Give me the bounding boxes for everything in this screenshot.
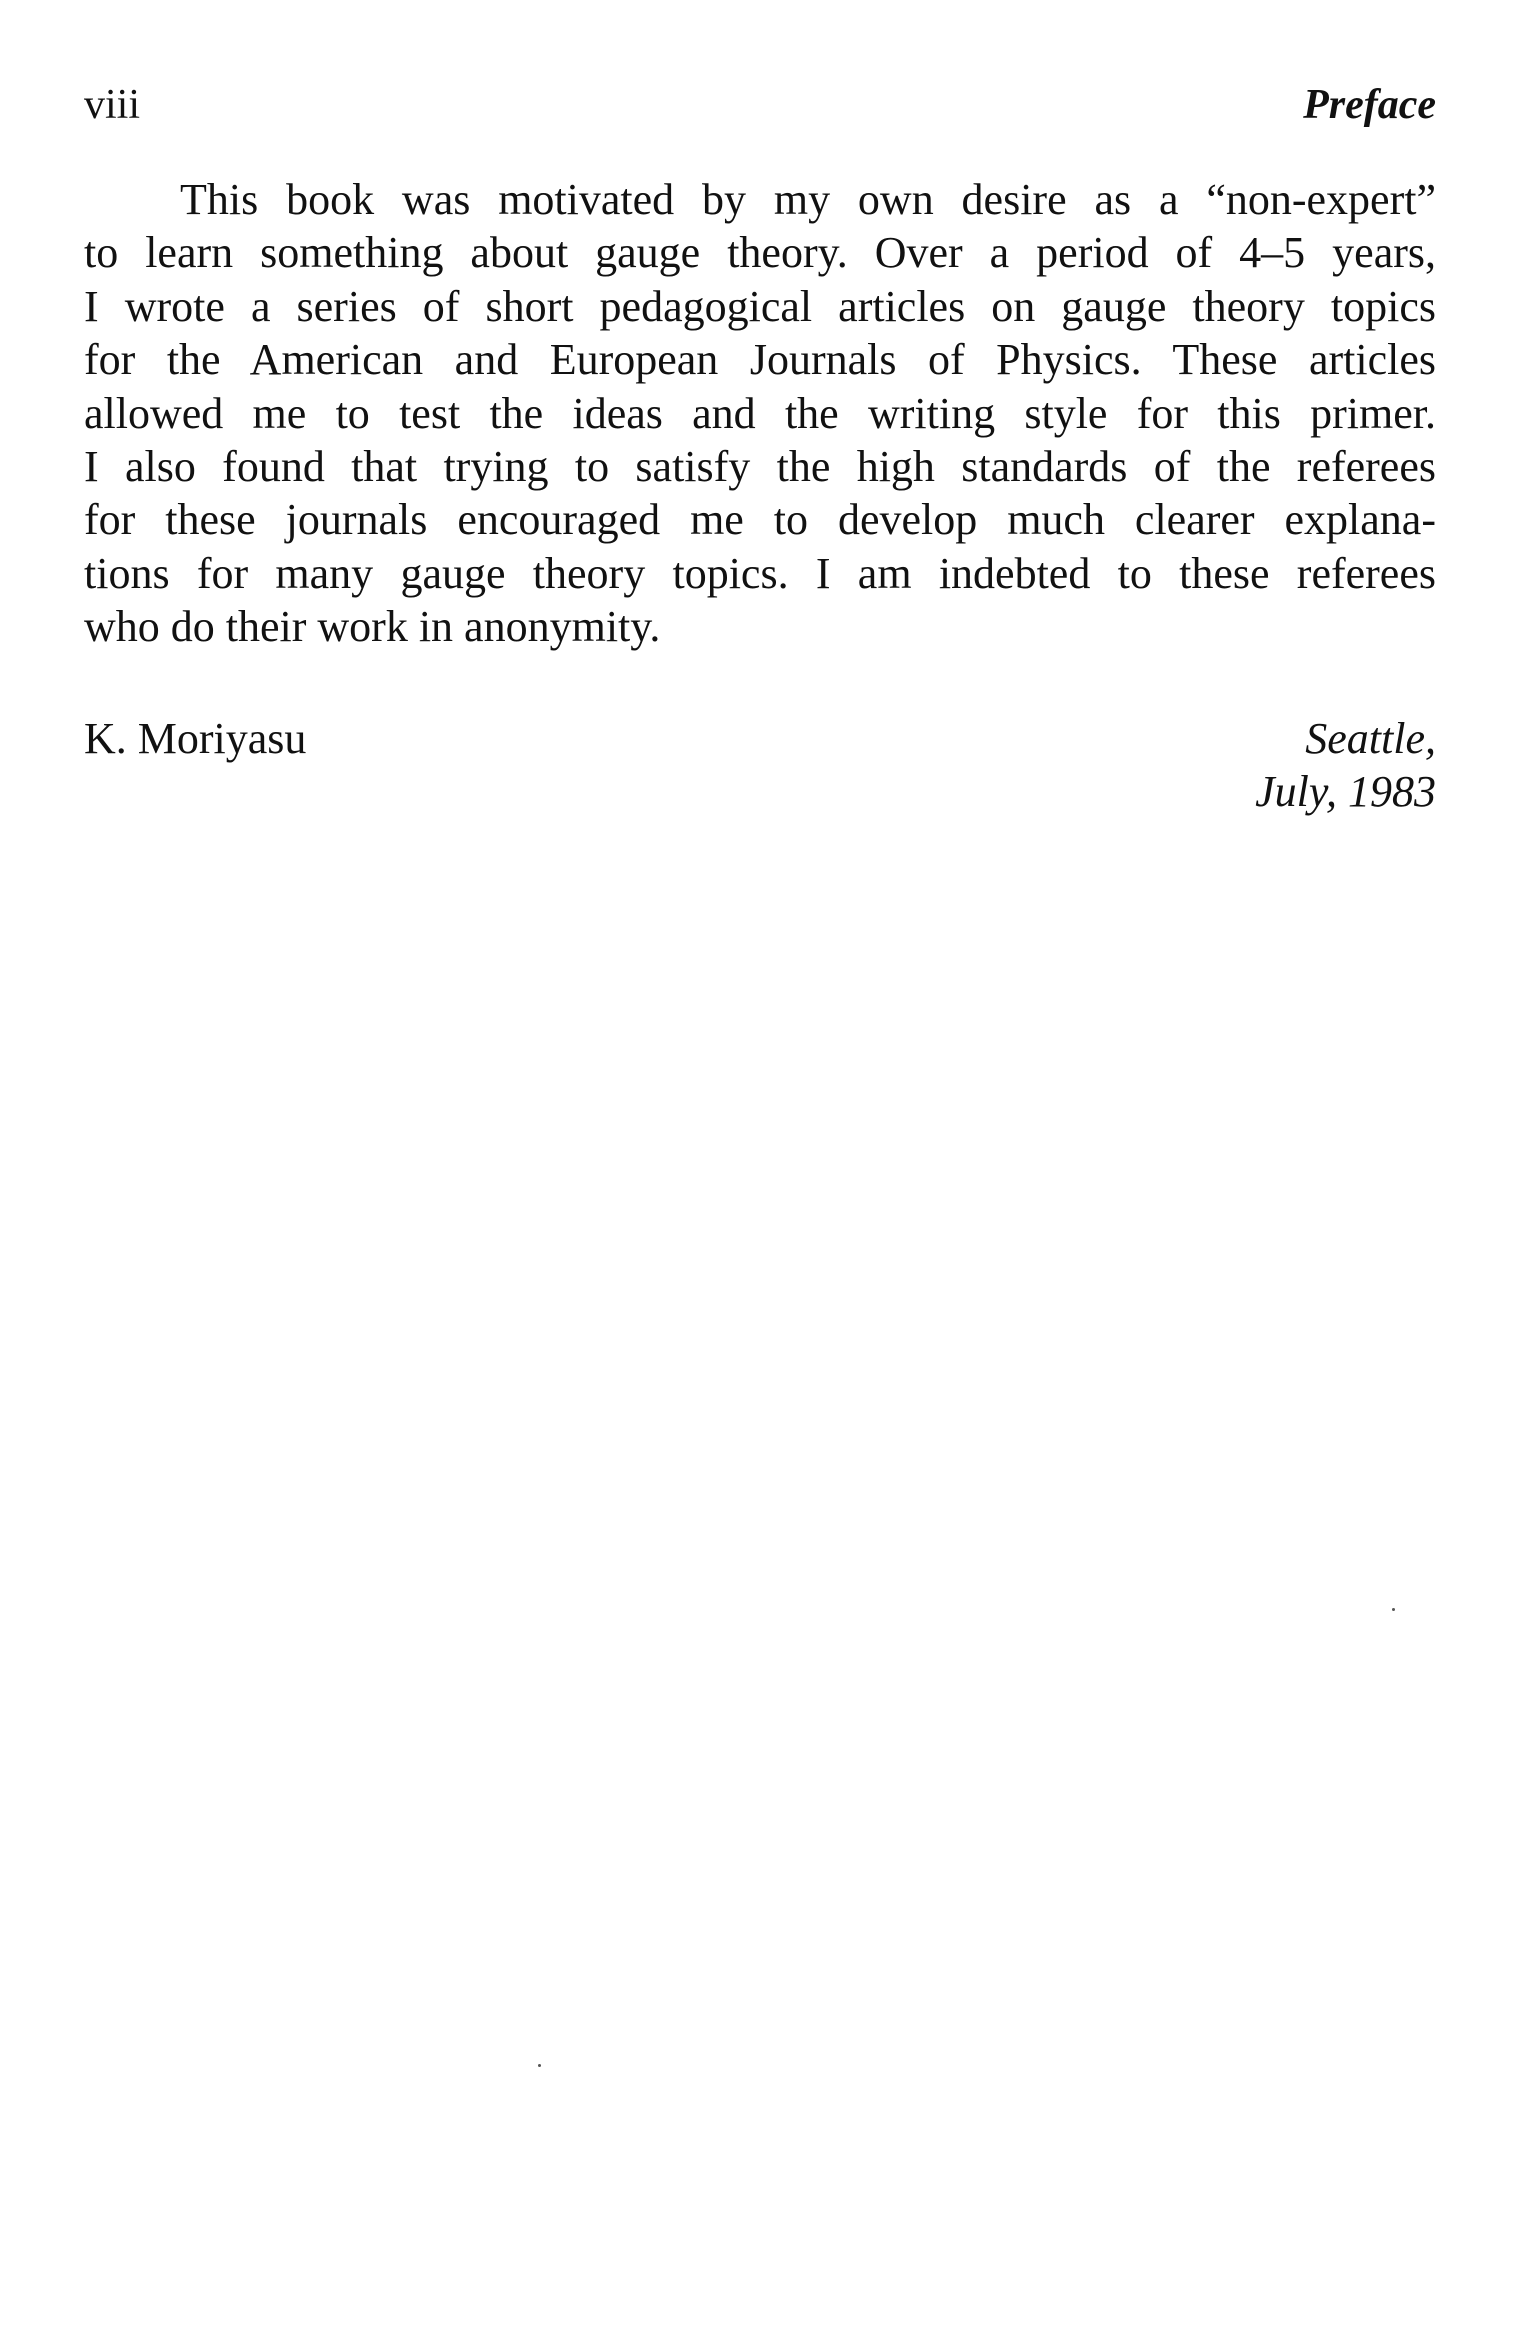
- signature-block: [84, 712, 1436, 822]
- running-head: [84, 80, 1436, 130]
- paragraph-line: I also found that trying to satisfy the high standards of the referees: [84, 441, 1436, 491]
- paragraph-line: who do their work in anonymity.: [84, 602, 661, 652]
- scan-speck: [538, 2064, 541, 2067]
- paragraph-line: for these journals encouraged me to develop much clearer explana-: [84, 495, 1436, 545]
- date: July, 1983: [1255, 767, 1436, 816]
- author-name: K. Moriyasu: [84, 714, 307, 763]
- paragraph-line: tions for many gauge theory topics. I am indebted to these referees: [84, 548, 1436, 598]
- preface-paragraph: [84, 173, 1436, 654]
- paragraph-line: I wrote a series of short pedagogical articles on gauge theory topics: [84, 281, 1436, 331]
- section-title: Preface: [1303, 82, 1436, 128]
- page-number: viii: [84, 82, 141, 128]
- scan-speck: [1392, 1608, 1395, 1611]
- place: Seattle,: [1305, 714, 1436, 763]
- paragraph-line: for the American and European Journals of Physics. These articles: [84, 335, 1436, 385]
- paragraph-line: allowed me to test the ideas and the writing style for this primer.: [84, 388, 1436, 438]
- paragraph-line: This book was motivated by my own desire as a “non-expert”: [180, 175, 1436, 224]
- paragraph-line: to learn something about gauge theory. Over a period of 4–5 years,: [84, 228, 1436, 278]
- place-and-date: [1255, 712, 1436, 818]
